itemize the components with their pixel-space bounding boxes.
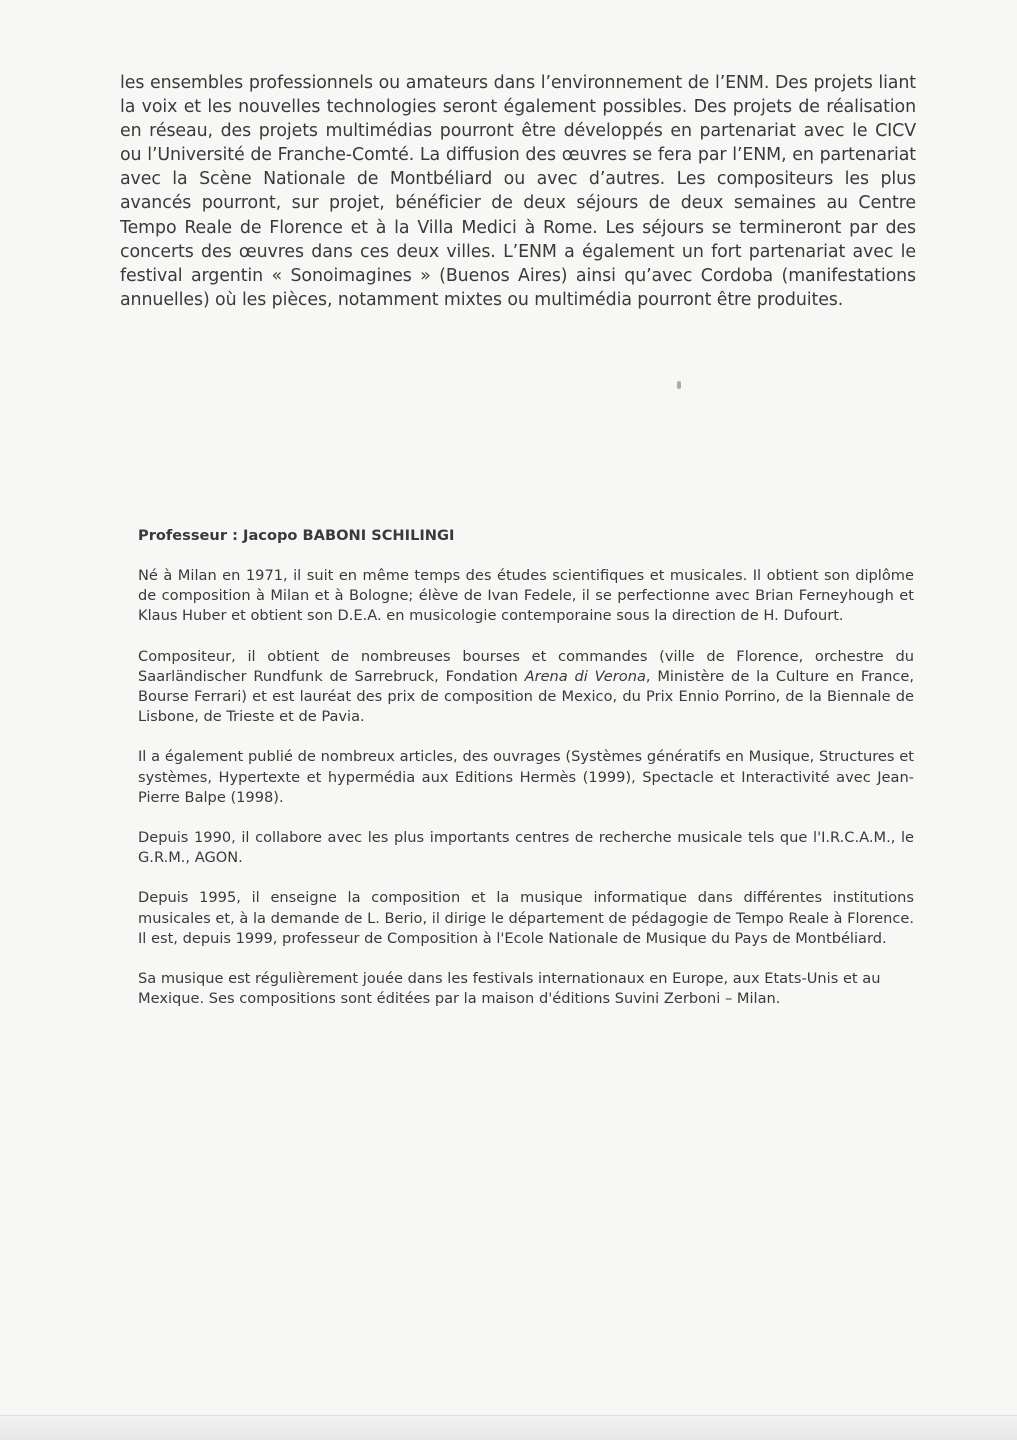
bio-paragraph-composer: [138, 647, 914, 728]
bio-paragraph-research: Depuis 1990, il collabore avec les plus importants centres de recherche musicale tels que l'I.R.C.A.M., le G.R.M., AGON.: [138, 829, 914, 867]
intro-paragraph: les ensembles professionnels ou amateurs dans l’environnement de l’ENM. Des projets liant la voix et les nouvelles technologies seront également possibles. Des projets de réalisation en réseau, des projets multimédias pourront être développés en partenariat avec le CICV ou l’Université de Franche-Comté. La diffusion des œuvres se fera par l’ENM, en partenariat avec la Scène Nationale de Montbéliard ou avec d’autres. Les compositeurs les plus avancés pourront, sur projet, bénéficier de deux séjours de deux semaines au Centre Tempo Reale de Florence et à la Villa Medici à Rome. Les séjours se termineront par des concerts des œuvres dans ces deux villes. L’ENM a également un fort partenariat avec le festival argentin « Sonoimagines » (Buenos Aires) ainsi qu’avec Cordoba (manifestations annuelles) où les pièces, notamment mixtes ou multimédia pourront être produites.: [120, 73, 916, 310]
bio-p2-text-b: , Ministère de la Culture en France, Bourse Ferrari) et est lauréat des prix de composition de Mexico, du Prix Ennio Porrino, de la Biennale de Lisbone, de Trieste et de Pavia.: [138, 667, 915, 726]
bio-paragraph-publications: Il a également publié de nombreux articles, des ouvrages (Systèmes génératifs en Musique, Structures et systèmes, Hypertexte et hypermédia aux Editions Hermès (1999), Spectacle et Interactivité avec Jean-Pierre Balpe (1998).: [138, 748, 914, 806]
bio-paragraph-birth: Né à Milan en 1971, il suit en même temps des études scientifiques et musicales. Il obtient son diplôme de composition à Milan et à Bologne; élève de Ivan Fedele, il se perfectionne avec Brian Ferneyhough et Klaus Huber et obtient son D.E.A. en musicologie contemporaine sous la direction de H. Dufourt.: [138, 567, 914, 625]
bio-p2-italic: Arena di Verona: [524, 667, 646, 685]
bio-paragraph-teaching: Depuis 1995, il enseigne la composition et la musique informatique dans différentes institutions musicales et, à la demande de L. Berio, il dirige le département de pédagogie de Tempo Reale à Florence. Il est, depuis 1999, professeur de Composition à l'Ecole Nationale de Musique du Pays de Montbéliard.: [138, 889, 914, 947]
professor-bio: [138, 526, 914, 1029]
bio-paragraph-performances: Sa musique est régulièrement jouée dans les festivals internationaux en Europe, aux Etats-Unis et au Mexique. Ses compositions sont éditées par la maison d'éditions Suvini Zerboni – Milan.: [138, 970, 881, 1008]
page-bottom-edge: [0, 1415, 1017, 1440]
bio-p2-text-a: Compositeur, il obtient de nombreuses bourses et commandes (ville de Florence, orchestre du Saarländischer Rundfunk de Sarrebruck, Fondation: [138, 647, 914, 685]
scan-mark: [677, 381, 681, 389]
professor-heading: Professeur : Jacopo BABONI SCHILINGI: [138, 527, 455, 544]
